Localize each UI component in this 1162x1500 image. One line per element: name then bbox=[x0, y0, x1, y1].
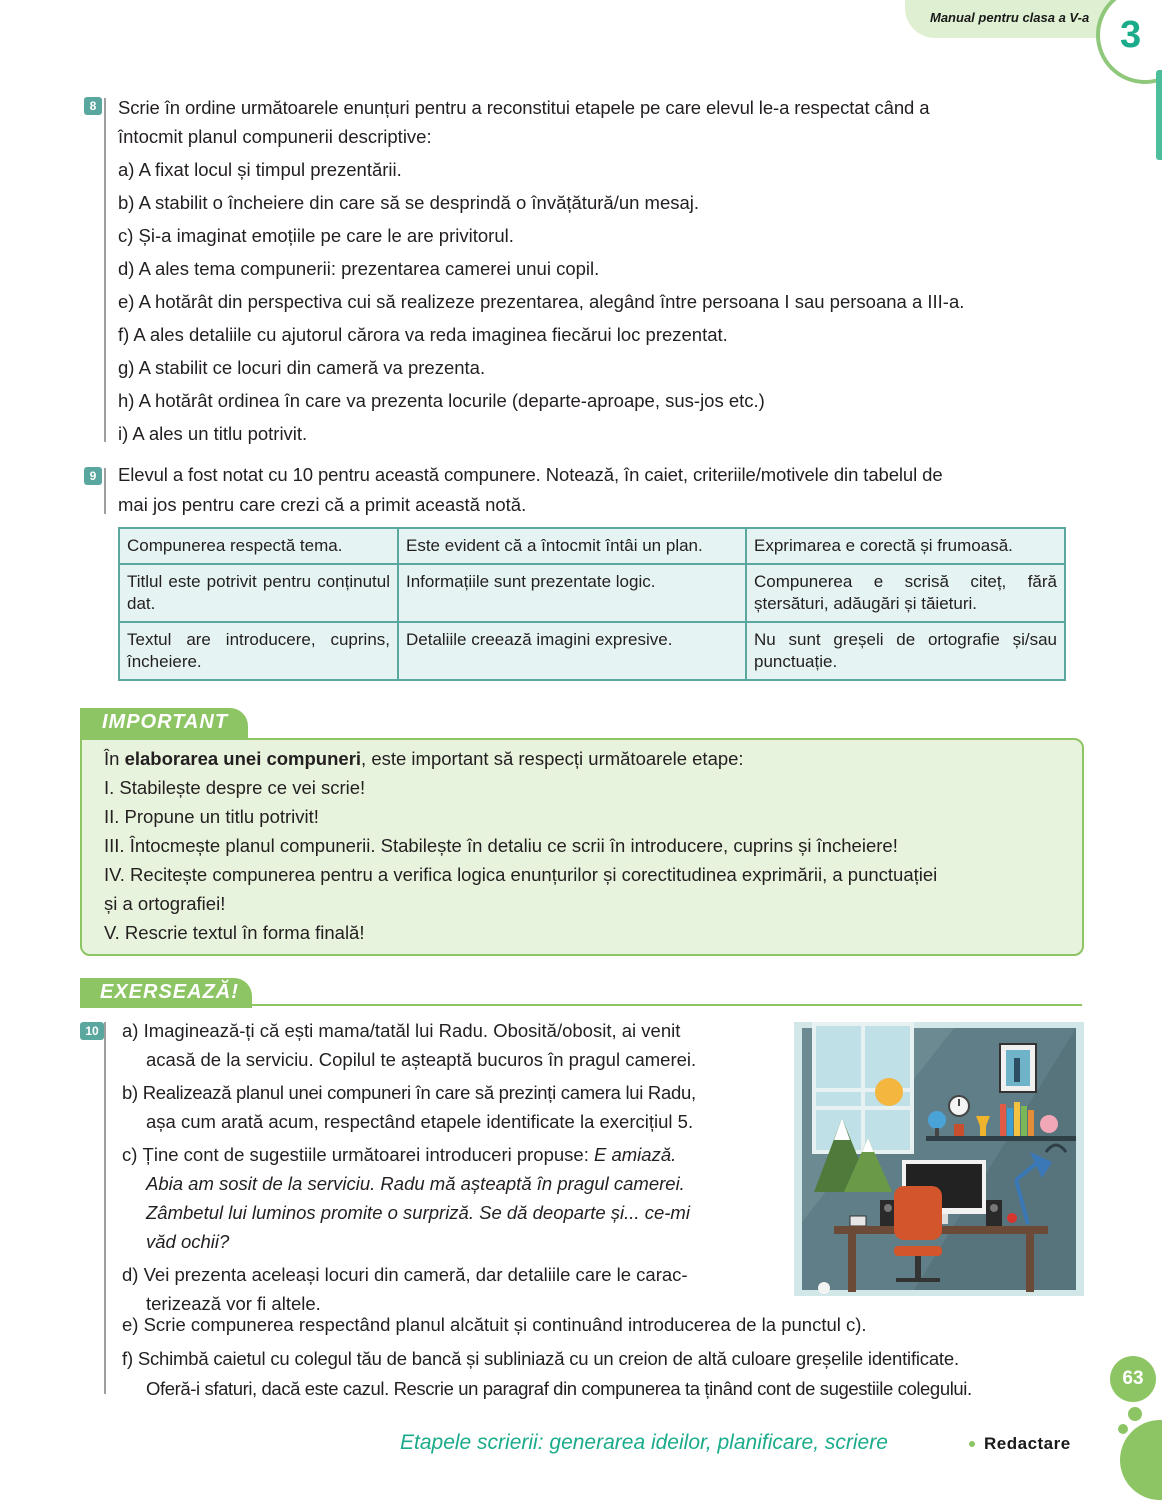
table-cell: Compunerea respectă tema. bbox=[119, 528, 398, 564]
intro-text: În bbox=[104, 748, 125, 769]
intro-bold: elaborarea unei compuneri bbox=[124, 748, 362, 769]
footer-section-title: Etapele scrierii: generarea ideilor, planificare, scriere bbox=[400, 1431, 888, 1454]
list-item: g) A stabilit ce locuri din cameră va prezenta. bbox=[118, 357, 486, 378]
chapter-number: 3 bbox=[1120, 14, 1142, 56]
list-item: f) Schimbă caietul cu colegul tău de bancă și subliniază cu un creion de altă culoare greșelile identificate. bbox=[122, 1348, 959, 1369]
list-item: II. Propune un titlu potrivit! bbox=[104, 806, 319, 827]
list-item: a) Imaginează-ți că ești mama/tatăl lui Radu. Obosită/obosit, ai venit bbox=[122, 1020, 681, 1041]
exercise-10-part1 bbox=[122, 1016, 782, 1318]
exercise-margin-line bbox=[104, 1022, 106, 1394]
exercise-number-10: 10 bbox=[80, 1022, 104, 1040]
table-cell: Este evident că a întocmit întâi un plan. bbox=[398, 528, 746, 564]
c-text: c) Ține cont de sugestiile următoarei introduceri propuse: bbox=[122, 1144, 594, 1165]
exercise-8-intro: Scrie în ordine următoarele enunțuri pentru a reconstitui etapele pe care elevul le-a respectat când a bbox=[118, 97, 930, 118]
list-item: terizează vor fi altele. bbox=[146, 1293, 321, 1314]
exercise-number-9: 9 bbox=[84, 467, 102, 485]
footer-bullet bbox=[969, 1441, 975, 1447]
table-cell: Exprimarea e corectă și frumoasă. bbox=[746, 528, 1065, 564]
page-number: 63 bbox=[1110, 1356, 1156, 1402]
book-title: Manual pentru clasa a V-a bbox=[930, 10, 1090, 25]
list-item: așa cum arată acum, respectând etapele identificate la exercițiul 5. bbox=[146, 1111, 694, 1132]
list-item: văd ochii? bbox=[146, 1231, 230, 1252]
important-label: IMPORTANT bbox=[102, 711, 229, 733]
room-illustration-svg bbox=[794, 1022, 1084, 1296]
list-item: și a ortografiei! bbox=[104, 893, 226, 914]
list-item: i) A ales un titlu potrivit. bbox=[118, 423, 308, 444]
important-text bbox=[104, 744, 937, 947]
table-cell: Informațiile sunt prezentate logic. bbox=[398, 564, 746, 622]
exercise-9-text: mai jos pentru care crezi că a primit această notă. bbox=[118, 494, 527, 515]
criteria-table bbox=[118, 527, 1066, 681]
list-item: acasă de la serviciu. Copilul te așteaptă bucuros în pragul camerei. bbox=[146, 1049, 697, 1070]
list-item: e) Scrie compunerea respectând planul alcătuit și continuând introducerea de la punctul c). bbox=[122, 1314, 867, 1335]
table-cell: Titlul este potrivit pentru conținutul dat. bbox=[119, 564, 398, 622]
exercise-9-text: Elevul a fost notat cu 10 pentru această compunere. Notează, în caiet, criteriile/motivele din tabelul de bbox=[118, 464, 943, 485]
table-cell: Nu sunt greșeli de ortografie și/sau punctuație. bbox=[746, 622, 1065, 680]
list-item: b) Realizează planul unei compuneri în care să prezinți camera lui Radu, bbox=[122, 1082, 696, 1103]
exerseaza-label: EXERSEAZĂ! bbox=[100, 981, 239, 1003]
exercise-10-part2 bbox=[122, 1310, 1092, 1404]
section-rule bbox=[252, 1004, 1082, 1006]
exercise-8 bbox=[118, 91, 1084, 450]
list-item: d) A ales tema compunerii: prezentarea camerei unui copil. bbox=[118, 258, 600, 279]
table-row bbox=[119, 622, 1065, 680]
list-item: d) Vei prezenta aceleași locuri din cameră, dar detaliile care le carac- bbox=[122, 1264, 688, 1285]
list-item bbox=[122, 1140, 782, 1169]
list-item: I. Stabilește despre ce vei scrie! bbox=[104, 777, 366, 798]
table-row bbox=[119, 528, 1065, 564]
exercise-number-8: 8 bbox=[84, 97, 102, 115]
list-item: Zâmbetul lui luminos promite o surpriză. Se dă deoparte și... ce-mi bbox=[146, 1202, 690, 1223]
decor-dot bbox=[1128, 1407, 1142, 1421]
c-italic: E amiază. bbox=[594, 1144, 677, 1165]
exercise-margin-line bbox=[104, 468, 106, 514]
important-intro bbox=[104, 744, 937, 773]
list-item: Oferă-i sfaturi, dacă este cazul. Rescrie un paragraf din compunerea ta ținând cont de sugestiile colegului. bbox=[146, 1378, 972, 1399]
list-item: e) A hotărât din perspectiva cui să realizeze prezentarea, alegând între persoana I sau persoana a III-a. bbox=[118, 291, 965, 312]
exerseaza-tab bbox=[80, 978, 252, 1008]
list-item: V. Rescrie textul în forma finală! bbox=[104, 922, 365, 943]
list-item: c) Și-a imaginat emoțiile pe care le are privitorul. bbox=[118, 225, 514, 246]
table-cell: Detaliile creează imagini expresive. bbox=[398, 622, 746, 680]
table-row bbox=[119, 564, 1065, 622]
intro-text: , este important să respecți următoarele etape: bbox=[361, 748, 744, 769]
list-item: h) A hotărât ordinea în care va prezenta locurile (departe-aproape, sus-jos etc.) bbox=[118, 390, 765, 411]
edge-stripe bbox=[1156, 70, 1162, 160]
exercise-9 bbox=[118, 460, 1084, 520]
list-item: III. Întocmește planul compunerii. Stabilește în detaliu ce scrii în introducere, cuprins și încheiere! bbox=[104, 835, 898, 856]
table-cell: Compunerea e scrisă citeț, fără ștersături, adăugări și tăieturi. bbox=[746, 564, 1065, 622]
footer-subsection: Redactare bbox=[984, 1434, 1071, 1453]
room-illustration bbox=[794, 1022, 1084, 1296]
list-item: Abia am sosit de la serviciu. Radu mă așteaptă în pragul camerei. bbox=[146, 1173, 685, 1194]
list-item: b) A stabilit o încheiere din care să se desprindă o învățătură/un mesaj. bbox=[118, 192, 700, 213]
decor-dot bbox=[1118, 1424, 1128, 1434]
exercise-margin-line bbox=[104, 98, 106, 442]
list-item: a) A fixat locul și timpul prezentării. bbox=[118, 159, 402, 180]
list-item: IV. Recitește compunerea pentru a verifica logica enunțurilor și corectitudinea exprimării, a punctuației bbox=[104, 864, 938, 885]
exercise-8-intro: întocmit planul compunerii descriptive: bbox=[118, 126, 432, 147]
table-cell: Textul are introducere, cuprins, încheiere. bbox=[119, 622, 398, 680]
list-item: f) A ales detaliile cu ajutorul cărora va reda imaginea fiecărui loc prezentat. bbox=[118, 324, 728, 345]
important-tab bbox=[80, 708, 248, 738]
